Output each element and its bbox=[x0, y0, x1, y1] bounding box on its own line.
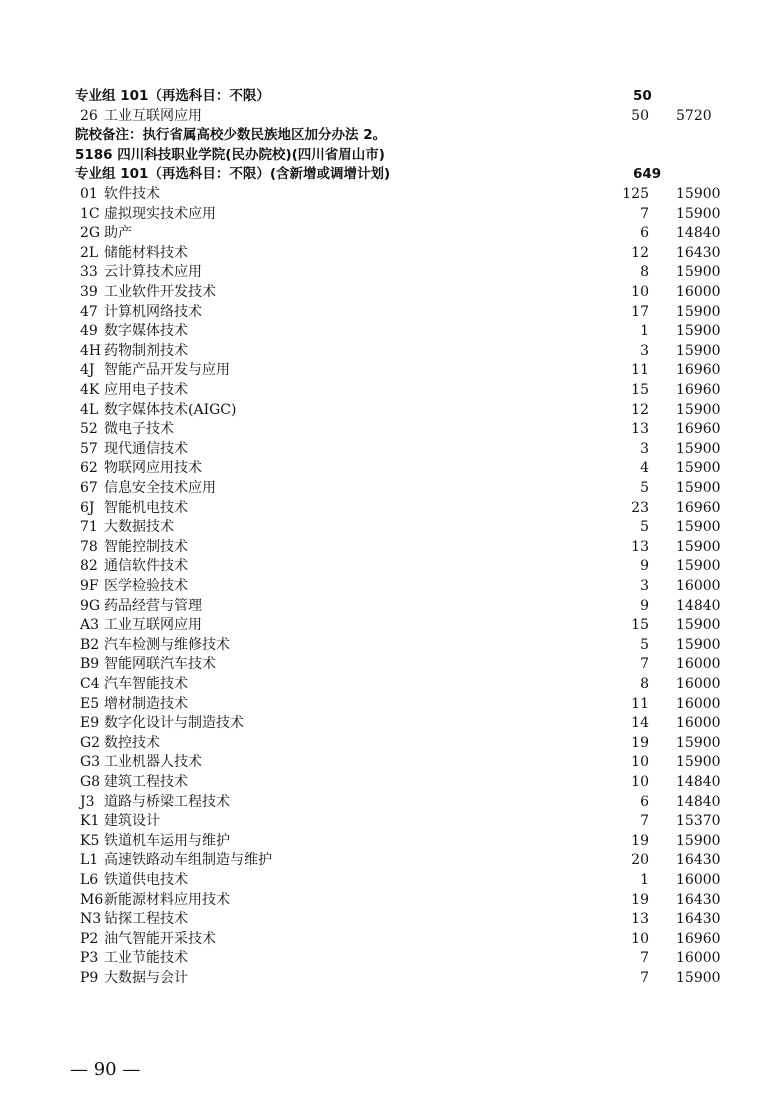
plan-count: 13 bbox=[631, 911, 649, 928]
plan-count: 12 bbox=[631, 401, 649, 418]
table-row bbox=[0, 891, 777, 911]
major-name: 新能源材料应用技术 bbox=[104, 891, 230, 908]
major-name: 现代通信技术 bbox=[104, 440, 188, 457]
major-code: 01 bbox=[80, 186, 98, 202]
major-name: 铁道机车运用与维护 bbox=[104, 832, 230, 849]
major-name: 助产 bbox=[104, 225, 132, 242]
major-name: 智能网联汽车技术 bbox=[104, 656, 216, 673]
table-row bbox=[0, 753, 777, 773]
plan-count: 9 bbox=[640, 597, 649, 614]
table-row bbox=[0, 538, 777, 558]
major-code: 1C bbox=[80, 205, 100, 222]
major-name: 医学检验技术 bbox=[104, 578, 188, 594]
table-row bbox=[0, 930, 777, 950]
major-code: A3 bbox=[80, 617, 100, 634]
plan-count: 14 bbox=[631, 715, 649, 732]
tuition-fee: 16960 bbox=[676, 421, 721, 438]
tuition-fee: 16000 bbox=[676, 872, 721, 888]
table-row bbox=[0, 577, 777, 597]
table-row bbox=[0, 871, 777, 891]
plan-count: 5 bbox=[640, 480, 649, 496]
table-row bbox=[0, 322, 777, 342]
major-name: 云计算技术应用 bbox=[104, 264, 202, 281]
table-row bbox=[0, 440, 777, 460]
table-row bbox=[0, 107, 777, 127]
plan-count: 3 bbox=[640, 578, 649, 594]
table-row bbox=[0, 734, 777, 754]
major-name: 智能产品开发与应用 bbox=[104, 362, 230, 379]
major-code: 2L bbox=[80, 244, 99, 261]
plan-count: 50 bbox=[631, 107, 649, 124]
group-header bbox=[0, 165, 777, 185]
plan-count: 7 bbox=[640, 970, 649, 986]
major-name: 工业机器人技术 bbox=[104, 754, 202, 771]
major-name: 工业软件开发技术 bbox=[104, 284, 216, 300]
major-name: 高速铁路动车组制造与维护 bbox=[104, 852, 272, 869]
table-row bbox=[0, 969, 777, 989]
plan-count: 10 bbox=[631, 754, 649, 771]
table-row bbox=[0, 420, 777, 440]
major-name: 汽车智能技术 bbox=[104, 676, 188, 692]
plan-count: 19 bbox=[631, 832, 649, 849]
major-name: 数控技术 bbox=[104, 734, 160, 751]
major-code: G2 bbox=[80, 734, 101, 751]
group-count: 50 bbox=[633, 88, 652, 104]
tuition-fee: 5720 bbox=[676, 107, 712, 124]
tuition-fee: 16960 bbox=[676, 499, 721, 516]
tuition-fee: 16000 bbox=[676, 950, 721, 967]
plan-count: 10 bbox=[631, 284, 649, 300]
tuition-fee: 14840 bbox=[676, 225, 721, 242]
major-code: 2G bbox=[80, 225, 101, 242]
major-code: P2 bbox=[80, 930, 99, 947]
major-code: 39 bbox=[80, 284, 98, 300]
table-row bbox=[0, 675, 777, 695]
major-name: 储能材料技术 bbox=[104, 244, 188, 261]
tuition-fee: 16000 bbox=[676, 676, 721, 692]
plan-count: 13 bbox=[631, 538, 649, 555]
plan-count: 8 bbox=[640, 264, 649, 281]
plan-count: 125 bbox=[622, 186, 649, 202]
major-code: E9 bbox=[80, 715, 100, 732]
tuition-fee: 15900 bbox=[676, 734, 721, 751]
plan-count: 7 bbox=[640, 656, 649, 673]
plan-count: 4 bbox=[640, 460, 649, 477]
table-row bbox=[0, 557, 777, 577]
major-name: 数字媒体技术(AIGC) bbox=[104, 401, 237, 418]
major-name: 智能机电技术 bbox=[104, 499, 188, 516]
table-row bbox=[0, 851, 777, 871]
major-name: 大数据与会计 bbox=[104, 970, 188, 986]
major-code: 26 bbox=[80, 107, 98, 124]
major-name: 工业节能技术 bbox=[104, 950, 188, 967]
tuition-fee: 15900 bbox=[676, 617, 721, 634]
major-name: 建筑设计 bbox=[104, 813, 160, 830]
tuition-fee: 16430 bbox=[676, 891, 721, 908]
tuition-fee: 16000 bbox=[676, 656, 721, 673]
plan-count: 1 bbox=[640, 872, 649, 888]
major-name: 数字化设计与制造技术 bbox=[104, 715, 244, 732]
major-name: 信息安全技术应用 bbox=[104, 480, 216, 496]
major-code: K1 bbox=[80, 813, 100, 830]
major-code: P3 bbox=[80, 950, 99, 967]
major-name: 油气智能开采技术 bbox=[104, 930, 216, 947]
table-row bbox=[0, 205, 777, 225]
major-code: 4L bbox=[80, 401, 99, 418]
tuition-fee: 15900 bbox=[676, 186, 721, 202]
major-code: B2 bbox=[80, 636, 100, 653]
major-name: 软件技术 bbox=[104, 186, 160, 202]
table-row bbox=[0, 479, 777, 499]
table-row bbox=[0, 263, 777, 283]
major-name: 大数据技术 bbox=[104, 519, 174, 536]
table-row bbox=[0, 910, 777, 930]
tuition-fee: 15900 bbox=[676, 970, 721, 986]
major-name: 物联网应用技术 bbox=[104, 460, 202, 477]
plan-count: 13 bbox=[631, 421, 649, 438]
table-row bbox=[0, 224, 777, 244]
tuition-fee: 15900 bbox=[676, 460, 721, 477]
major-code: 33 bbox=[80, 264, 98, 281]
major-code: L1 bbox=[80, 852, 99, 869]
plan-count: 3 bbox=[640, 440, 649, 457]
major-code: E5 bbox=[80, 695, 100, 712]
group-title: 专业组 101（再选科目：不限）(含新增或调增计划) bbox=[75, 166, 391, 183]
tuition-fee: 15900 bbox=[676, 264, 721, 281]
tuition-fee: 15900 bbox=[676, 538, 721, 555]
major-code: 71 bbox=[80, 519, 98, 536]
tuition-fee: 15900 bbox=[676, 636, 721, 653]
table-row bbox=[0, 185, 777, 205]
table-row bbox=[0, 949, 777, 969]
plan-count: 5 bbox=[640, 519, 649, 536]
table-row bbox=[0, 283, 777, 303]
major-code: 78 bbox=[80, 538, 98, 555]
note-text: 院校备注：执行省属高校少数民族地区加分办法 2。 bbox=[75, 127, 387, 144]
major-name: 工业互联网应用 bbox=[104, 107, 202, 124]
tuition-fee: 16000 bbox=[676, 695, 721, 712]
plan-count: 10 bbox=[631, 774, 649, 790]
tuition-fee: 15900 bbox=[676, 832, 721, 849]
tuition-fee: 15370 bbox=[676, 813, 721, 830]
group-title: 专业组 101（再选科目：不限） bbox=[75, 88, 270, 104]
plan-count: 7 bbox=[640, 205, 649, 222]
major-code: 49 bbox=[80, 323, 98, 340]
school-name: 5186 四川科技职业学院(民办院校)(四川省眉山市) bbox=[75, 146, 385, 163]
plan-count: 11 bbox=[631, 695, 649, 712]
table-row bbox=[0, 695, 777, 715]
major-code: 4K bbox=[80, 382, 100, 398]
plan-count: 3 bbox=[640, 342, 649, 359]
major-code: N3 bbox=[80, 911, 102, 928]
major-code: J3 bbox=[80, 793, 95, 810]
tuition-fee: 15900 bbox=[676, 440, 721, 457]
major-name: 汽车检测与维修技术 bbox=[104, 636, 230, 653]
major-name: 道路与桥梁工程技术 bbox=[104, 793, 230, 810]
table-row bbox=[0, 244, 777, 264]
plan-count: 23 bbox=[631, 499, 649, 516]
major-code: P9 bbox=[80, 970, 99, 986]
tuition-fee: 14840 bbox=[676, 597, 721, 614]
tuition-fee: 15900 bbox=[676, 754, 721, 771]
tuition-fee: 15900 bbox=[676, 303, 721, 320]
plan-count: 20 bbox=[631, 852, 649, 869]
plan-count: 7 bbox=[640, 950, 649, 967]
tuition-fee: 15900 bbox=[676, 519, 721, 536]
table-row bbox=[0, 793, 777, 813]
major-code: 82 bbox=[80, 558, 98, 575]
tuition-fee: 15900 bbox=[676, 558, 721, 575]
group-count: 649 bbox=[633, 166, 662, 183]
table-row bbox=[0, 597, 777, 617]
major-name: 智能控制技术 bbox=[104, 538, 188, 555]
major-name: 增材制造技术 bbox=[104, 695, 188, 712]
major-code: 57 bbox=[80, 440, 98, 457]
tuition-fee: 16960 bbox=[676, 930, 721, 947]
school-title bbox=[0, 146, 777, 166]
major-code: 9F bbox=[80, 578, 99, 594]
tuition-fee: 14840 bbox=[676, 774, 721, 790]
plan-count: 1 bbox=[640, 323, 649, 340]
table-row bbox=[0, 342, 777, 362]
plan-count: 15 bbox=[631, 617, 649, 634]
plan-count: 10 bbox=[631, 930, 649, 947]
plan-count: 19 bbox=[631, 734, 649, 751]
major-code: 52 bbox=[80, 421, 98, 438]
major-code: L6 bbox=[80, 872, 99, 888]
major-name: 应用电子技术 bbox=[104, 382, 188, 398]
table-row bbox=[0, 518, 777, 538]
page-number: — 90 — bbox=[70, 1059, 141, 1080]
plan-count: 6 bbox=[640, 225, 649, 242]
table-row bbox=[0, 401, 777, 421]
major-code: 4J bbox=[80, 362, 95, 379]
major-code: 9G bbox=[80, 597, 101, 614]
tuition-fee: 15900 bbox=[676, 323, 721, 340]
table-row bbox=[0, 832, 777, 852]
tuition-fee: 16000 bbox=[676, 715, 721, 732]
major-name: 微电子技术 bbox=[104, 421, 174, 438]
tuition-fee: 16960 bbox=[676, 362, 721, 379]
major-name: 工业互联网应用 bbox=[104, 617, 202, 634]
major-code: M6 bbox=[80, 891, 104, 908]
major-name: 铁道供电技术 bbox=[104, 872, 188, 888]
major-code: 47 bbox=[80, 303, 98, 320]
tuition-fee: 15900 bbox=[676, 480, 721, 496]
table-row bbox=[0, 812, 777, 832]
school-note bbox=[0, 126, 777, 146]
tuition-fee: 16430 bbox=[676, 852, 721, 869]
major-name: 虚拟现实技术应用 bbox=[104, 205, 216, 222]
table-row bbox=[0, 499, 777, 519]
plan-count: 5 bbox=[640, 636, 649, 653]
major-code: 67 bbox=[80, 480, 98, 496]
major-code: 62 bbox=[80, 460, 98, 477]
major-code: K5 bbox=[80, 832, 100, 849]
major-name: 钻探工程技术 bbox=[104, 911, 188, 928]
major-name: 通信软件技术 bbox=[104, 558, 188, 575]
tuition-fee: 16000 bbox=[676, 578, 721, 594]
major-code: C4 bbox=[80, 676, 100, 692]
tuition-fee: 16000 bbox=[676, 284, 721, 300]
plan-count: 12 bbox=[631, 244, 649, 261]
major-name: 数字媒体技术 bbox=[104, 323, 188, 340]
table-row bbox=[0, 361, 777, 381]
tuition-fee: 14840 bbox=[676, 793, 721, 810]
table-row bbox=[0, 773, 777, 793]
major-code: 4H bbox=[80, 342, 102, 359]
major-name: 建筑工程技术 bbox=[104, 774, 188, 790]
table-row bbox=[0, 636, 777, 656]
group-header bbox=[0, 87, 777, 107]
plan-count: 7 bbox=[640, 813, 649, 830]
major-code: G8 bbox=[80, 774, 101, 790]
plan-count: 8 bbox=[640, 676, 649, 692]
table-row bbox=[0, 381, 777, 401]
plan-count: 17 bbox=[631, 303, 649, 320]
table-row bbox=[0, 655, 777, 675]
plan-count: 15 bbox=[631, 382, 649, 398]
plan-count: 11 bbox=[631, 362, 649, 379]
major-name: 药品经营与管理 bbox=[104, 597, 202, 614]
tuition-fee: 16430 bbox=[676, 244, 721, 261]
table-row bbox=[0, 459, 777, 479]
table-row bbox=[0, 616, 777, 636]
tuition-fee: 15900 bbox=[676, 342, 721, 359]
tuition-fee: 16960 bbox=[676, 382, 721, 398]
major-code: 6J bbox=[80, 499, 95, 516]
major-code: G3 bbox=[80, 754, 101, 771]
tuition-fee: 15900 bbox=[676, 205, 721, 222]
tuition-fee: 15900 bbox=[676, 401, 721, 418]
plan-count: 9 bbox=[640, 558, 649, 575]
major-name: 药物制剂技术 bbox=[104, 342, 188, 359]
major-name: 计算机网络技术 bbox=[104, 303, 202, 320]
table-row bbox=[0, 303, 777, 323]
tuition-fee: 16430 bbox=[676, 911, 721, 928]
table-row bbox=[0, 714, 777, 734]
plan-count: 19 bbox=[631, 891, 649, 908]
plan-count: 6 bbox=[640, 793, 649, 810]
major-code: B9 bbox=[80, 656, 100, 673]
